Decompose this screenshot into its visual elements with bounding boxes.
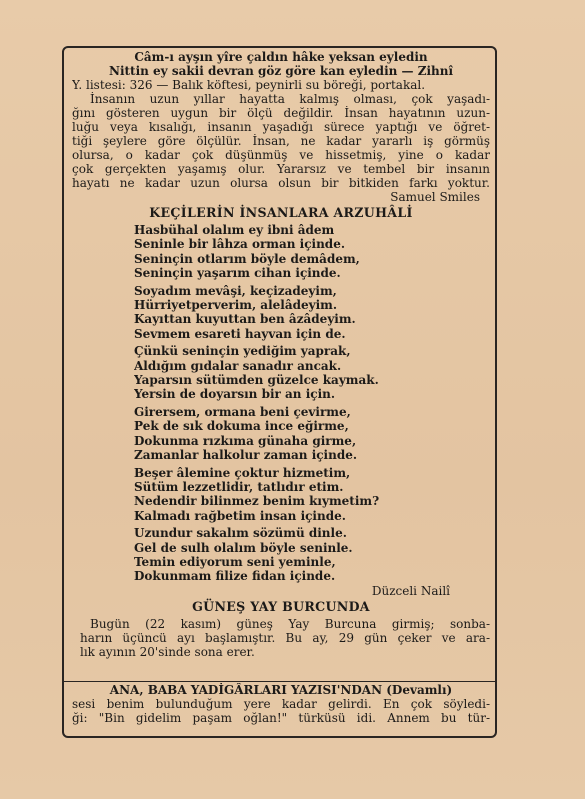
quote-line: çok gerçekten yaşamış olur. Yararsız ve tembel bir insanın (72, 162, 490, 176)
quote-line: luğu veya kısalığı, insanın yaşadığı sürece yaptığı ve öğret- (72, 120, 490, 134)
poem-line: Hasbühal olalım ey ibni âdem (134, 223, 335, 237)
poem-line: Dokunma rızkıma günaha girme, (134, 433, 357, 448)
quote-line: tiği şeylere göre ölçülür. İnsan, ne kadar yararlı iş görmüş (72, 134, 490, 148)
poem-line: Yersin de doyarsın bir an için. (134, 387, 336, 402)
poem-line: Seninçin yaşarım cihan içinde. (134, 266, 341, 281)
story-section (72, 683, 490, 725)
poem-stanza (134, 405, 490, 463)
poem-stanza (134, 223, 490, 281)
poem-line: Nedendir bilinmez benim kıymetim? (134, 494, 380, 509)
story-text-line: sesi benim bulunduğum yere kadar gelirdi. En çok söyledi- (72, 697, 490, 711)
poem-line: Soyadım mevâşi, keçizadeyim, (134, 283, 337, 298)
poem-line: Pek de sık dokuma ince eğirme, (134, 419, 349, 434)
poem-stanza (134, 344, 490, 402)
poem-line: Zamanlar halkolur zaman içinde. (134, 448, 358, 463)
quote-block (72, 92, 490, 204)
quote-line: hayatı ne kadar uzun olursa olsun bir bitkiden farkı yoktur. (72, 176, 490, 190)
poem-line: Sütüm lezzetlidir, tatlıdır etim. (134, 479, 344, 494)
quote-author: Samuel Smiles (390, 190, 480, 204)
quote-line: olursa, o kadar çok düşünmüş ve hissetmiş, yine o kadar (72, 148, 490, 162)
sun-text-line: lık ayının 20'sinde sona erer. (80, 644, 255, 659)
poem-stanza (134, 526, 490, 584)
poem-line: Seninle bir lâhza orman içinde. (134, 237, 346, 252)
poem-line: Uzundur sakalım sözümü dinle. (134, 526, 347, 541)
poem (72, 223, 490, 584)
poem-line: Hürriyetperverim, alelâdeyim. (134, 298, 338, 313)
quote-line: ğını gösteren uygun bir ölçü değildir. İnsan hayatının uzun- (72, 106, 490, 120)
couplet-line: Nittin ey sakii devran göz göre kan eyledin — Zihnî (108, 64, 454, 78)
poem-line: Yaparsın sütümden güzelce kaymak. (134, 373, 379, 388)
couplet-line: Câm-ı ayşın yîre çaldın hâke yeksan eyledin (134, 50, 428, 64)
poem-line: Seninçin otlarım böyle demâdem, (134, 251, 360, 266)
poem-line: Çünkü seninçin yediğim yaprak, (134, 344, 351, 359)
poem-line: Girersem, ormana beni çevirme, (134, 404, 351, 419)
story-text-line: ği: "Bin gidelim paşam oğlan!" türküsü idi. Annem bu tür- (72, 711, 490, 725)
poem-stanza (134, 466, 490, 524)
quote-line: İnsanın uzun yıllar hayatta kalmış olması, çok yaşadı- (90, 92, 490, 106)
section-divider (64, 681, 495, 682)
poem-line: Dokunmam filize fidan içinde. (134, 569, 336, 584)
sun-text-line: Bugün (22 kasım) güneş Yay Burcuna girmiş; sonba- (90, 616, 490, 631)
poem-line: Gel de sulh olalım böyle seninle. (134, 540, 353, 555)
poem-line: Sevmem esareti hayvan için de. (134, 326, 346, 341)
couplet (72, 50, 490, 78)
section-title-sun: GÜNEŞ YAY BURCUNDA (192, 598, 370, 614)
poem-title: KEÇİLERİN İNSANLARA ARZUHÂLİ (149, 205, 413, 220)
poem-line: Temin ediyorum seni yeminle, (134, 554, 336, 569)
menu-line: Y. listesi: 326 — Balık köftesi, peynirli su böreği, portakal. (72, 78, 426, 92)
sun-text (72, 617, 490, 659)
sun-text-line: harın üçüncü ayı başlamıştır. Bu ay, 29 gün çeker ve ara- (80, 630, 490, 645)
story-title: ANA, BABA YADİGÂRLARI YAZISI'NDAN (Devamlı) (109, 683, 453, 697)
poem-line: Kalmadı rağbetim insan içinde. (134, 508, 346, 523)
poem-author: Düzceli Nailî (371, 583, 450, 598)
main-content (72, 50, 490, 659)
poem-line: Beşer âlemine çoktur hizmetim, (134, 465, 351, 480)
poem-stanza (134, 284, 490, 342)
poem-line: Kayıttan kuyuttan ben âzâdeyim. (134, 312, 356, 327)
poem-line: Aldığım gıdalar sanadır ancak. (134, 358, 342, 373)
